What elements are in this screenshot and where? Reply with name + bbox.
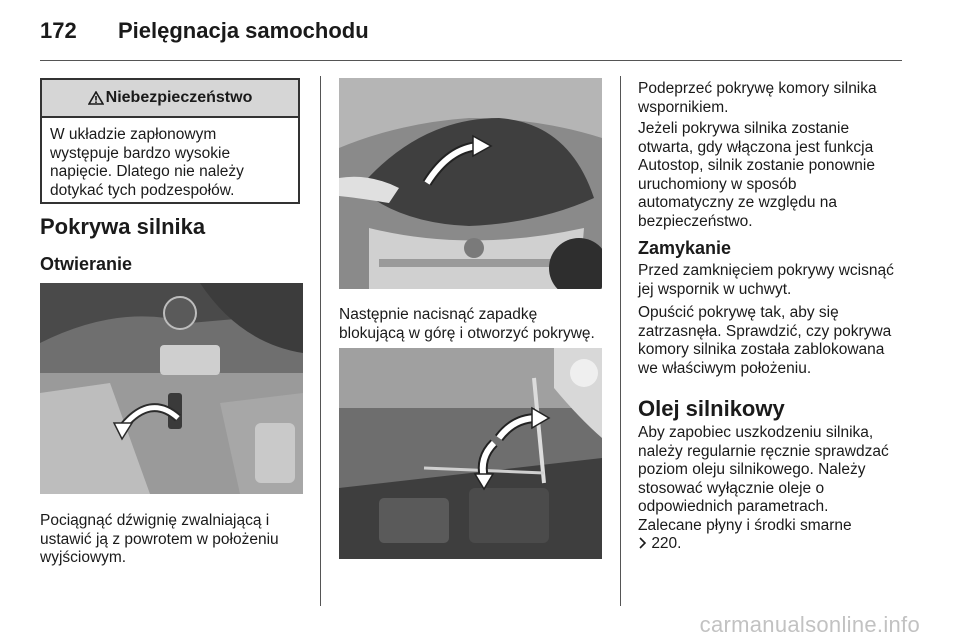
text-line: Opuścić pokrywę tak, aby się <box>638 304 839 321</box>
latch-caption <box>339 306 614 343</box>
autostop-text <box>638 120 928 231</box>
prop-hood-text <box>638 80 928 117</box>
text-line: Zalecane płyny i środki smarne <box>638 516 852 534</box>
text-line: otwarta, gdy włączona jest funkcja <box>638 138 874 156</box>
hood-opening-photo <box>339 78 602 289</box>
page-header <box>40 18 900 58</box>
warning-title: Niebezpieczeństwo <box>105 89 253 106</box>
hood-prop-photo <box>339 348 602 559</box>
text-line: bezpieczeństwo. <box>638 212 753 230</box>
page-reference-icon <box>638 537 647 549</box>
section-title-hood: Pokrywa silnika <box>40 214 206 239</box>
text-line: zatrzasnęła. Sprawdzić, czy pokrywa <box>638 322 892 340</box>
watermark-text: carmanualsonline.info <box>699 612 920 637</box>
caption-line: ustawić ją z powrotem w położeniu <box>40 530 279 548</box>
text-line: jej wspornik w uchwyt. <box>638 280 792 298</box>
subsection-title-opening: Otwieranie <box>40 254 133 274</box>
warning-line: występuje bardzo wysokie <box>50 144 231 162</box>
warning-text <box>42 118 298 208</box>
closing-text-1 <box>638 262 928 299</box>
lever-caption <box>40 512 310 568</box>
caption-line: blokującą w górę i otworzyć pokrywę. <box>339 324 595 342</box>
caption-line: Następnie nacisnąć zapadkę <box>339 306 538 323</box>
text-line: należy regularnie ręcznie sprawdzać <box>638 442 889 460</box>
warning-line: napięcie. Dlatego nie należy <box>50 163 244 180</box>
text-line: wspornikiem. <box>638 98 729 116</box>
text-line: Jeżeli pokrywa silnika zostanie <box>638 120 850 137</box>
column-divider-1 <box>320 76 321 606</box>
closing-text-2 <box>638 304 928 378</box>
caption-line: wyjściowym. <box>40 549 127 566</box>
release-lever-photo <box>40 283 303 494</box>
header-divider <box>40 60 902 61</box>
section-title-oil: Olej silnikowy <box>638 396 785 421</box>
text-line: we właściwym położeniu. <box>638 359 812 377</box>
warning-header <box>42 80 298 118</box>
text-line: Przed zamknięciem pokrywy wcisnąć <box>638 262 894 279</box>
subsection-title-closing: Zamykanie <box>638 238 732 258</box>
column-divider-2 <box>620 76 621 606</box>
text-line: automatyczny ze względu na <box>638 194 838 211</box>
warning-line: W układzie zapłonowym <box>50 126 217 143</box>
text-line: uruchomiony w sposób <box>638 175 797 193</box>
warning-line: dotykać tych podzespołów. <box>50 181 235 199</box>
text-line: Podeprzeć pokrywę komory silnika <box>638 80 877 97</box>
text-line: stosować wyłącznie oleje o <box>638 479 825 497</box>
chapter-title: Pielęgnacja samochodu <box>118 18 369 43</box>
reference-page-number: 220. <box>651 535 682 552</box>
text-line: Autostop, silnik zostanie ponownie <box>638 157 875 174</box>
text-line: odpowiednich parametrach. <box>638 498 829 515</box>
text-line: poziom oleju silnikowego. Należy <box>638 461 866 478</box>
danger-warning-box <box>40 78 300 204</box>
page-reference[interactable] <box>638 535 928 554</box>
caption-line: Pociągnąć dźwignię zwalniającą i <box>40 512 270 529</box>
oil-text <box>638 424 928 554</box>
text-line: komory silnika została zablokowana <box>638 341 885 358</box>
page-number: 172 <box>40 18 77 43</box>
text-line: Aby zapobiec uszkodzeniu silnika, <box>638 424 874 441</box>
warning-triangle-icon <box>88 91 104 105</box>
